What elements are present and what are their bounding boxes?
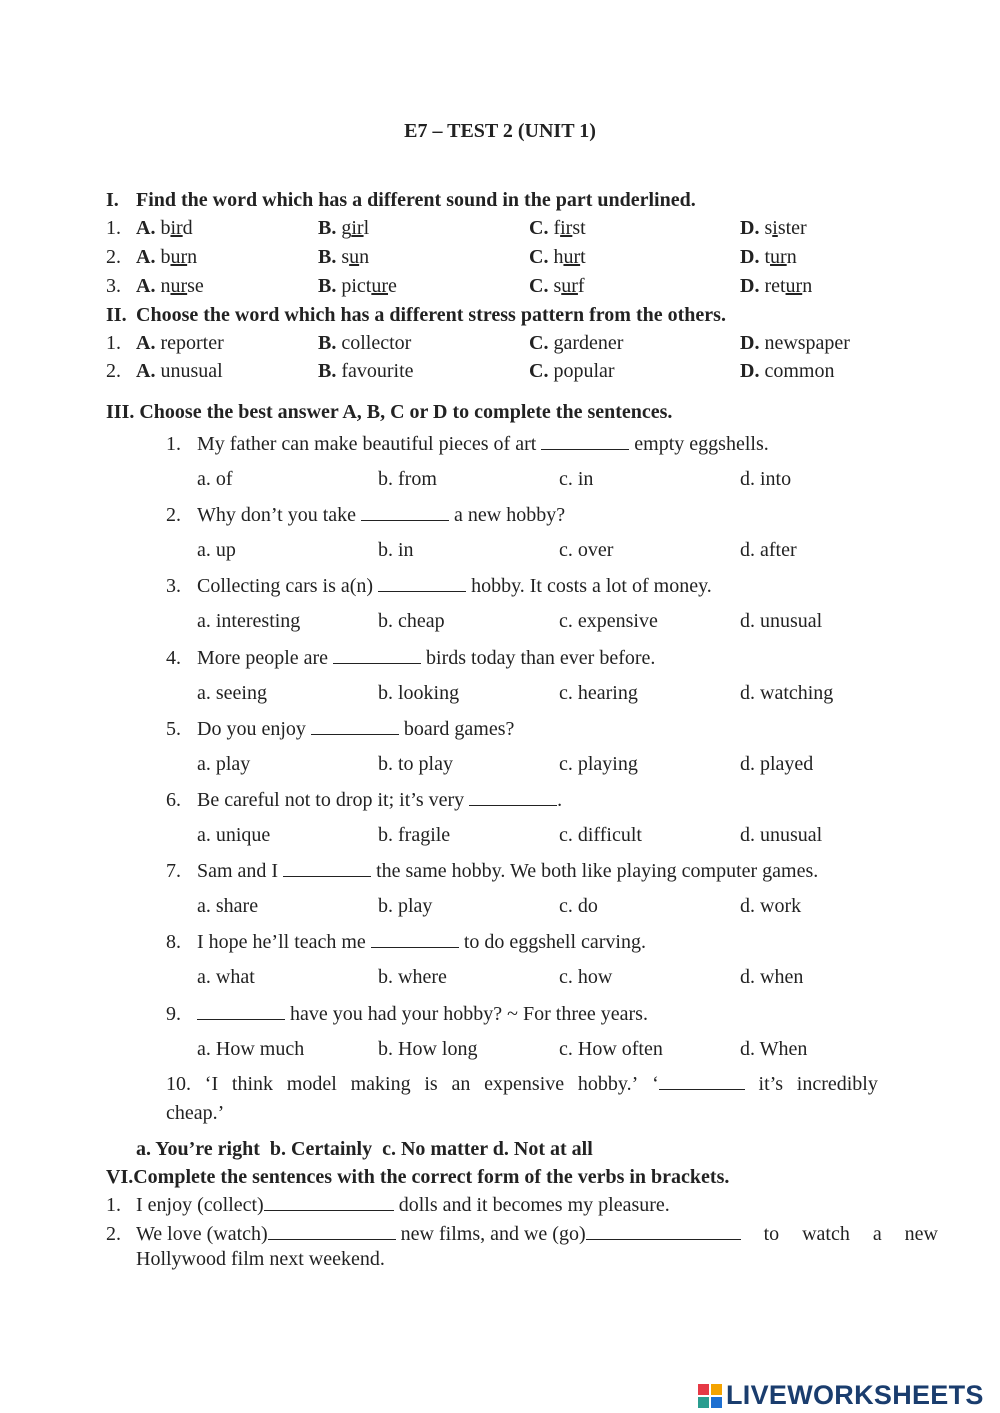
section-4-q2-line-2: Hollywood film next weekend. [136, 1248, 385, 1270]
answer-choice[interactable]: b. to play [378, 752, 453, 775]
answer-option[interactable] [529, 217, 586, 240]
question-number: 3. [166, 575, 181, 598]
question-10-word: an [451, 1073, 471, 1095]
option-text: t [580, 246, 586, 268]
option-letter: D. [740, 246, 760, 268]
answer-blank[interactable] [541, 433, 629, 450]
answer-option[interactable] [136, 275, 204, 298]
question-number: 2. [166, 504, 181, 527]
option-letter: D. [740, 217, 760, 239]
answer-choice[interactable]: c. over [559, 539, 614, 562]
answer-blank[interactable] [659, 1073, 745, 1090]
question-number: 2. [106, 360, 121, 382]
option-letter: A. [136, 275, 156, 297]
question-text [197, 1003, 648, 1026]
underlined-part: ur [170, 275, 188, 297]
answer-option[interactable] [740, 217, 807, 240]
question-number: 1. [166, 433, 181, 455]
answer-choice[interactable]: c. in [559, 468, 594, 490]
option-letter: D. [740, 332, 760, 354]
question-10-blank-part: ‘ [652, 1073, 745, 1096]
question-before: Collecting cars is a(n) [197, 575, 379, 598]
answer-choice[interactable]: b. where [378, 966, 447, 989]
option-letter: B. [318, 217, 337, 239]
option-letter: D. [740, 275, 760, 297]
section-1-number: I. [106, 189, 119, 211]
question-after: the same hobby. We both like playing computer games. [371, 860, 819, 883]
option-letter: C. [529, 360, 549, 382]
option-text: b [155, 217, 171, 239]
answer-choice[interactable]: d. unusual [740, 610, 823, 633]
answer-choice[interactable]: a. what [197, 966, 255, 989]
option-text: ster [777, 217, 807, 239]
option-text: newspaper [759, 332, 850, 354]
question-after: to do eggshell carving. [458, 931, 646, 954]
question-text [197, 931, 646, 954]
answer-blank[interactable] [264, 1194, 394, 1211]
option-text: d [182, 217, 193, 239]
answer-choice[interactable]: d. work [740, 895, 802, 918]
question-text [197, 789, 562, 812]
answer-blank[interactable] [378, 575, 466, 592]
option-letter: A. [136, 246, 156, 268]
answer-blank[interactable] [586, 1223, 741, 1240]
question-number: 3. [106, 275, 121, 297]
logo-text: LIVEWORKSHEETS [726, 1380, 984, 1410]
question-text [197, 433, 769, 456]
section-4-q2-number: 2. [106, 1223, 121, 1245]
answer-choice[interactable]: b. How long [378, 1037, 478, 1060]
underlined-part: i [772, 217, 778, 239]
option-text: popular [548, 360, 615, 382]
q2-word: a [872, 1223, 882, 1245]
option-text: s [759, 217, 773, 239]
option-text: n [155, 275, 171, 297]
answer-option[interactable] [740, 275, 812, 298]
question-10-options: a. You’re right b. Certainly c. No matter d. Not at all [136, 1138, 593, 1160]
question-number: 8. [166, 931, 181, 954]
option-text: reporter [155, 332, 224, 354]
option-text: collector [336, 332, 412, 354]
answer-choice[interactable]: b. cheap [378, 610, 445, 633]
option-text: f [548, 217, 561, 239]
section-3-heading: III. Choose the best answer A, B, C or D to complete the sentences. [106, 401, 673, 423]
answer-choice[interactable]: c. hearing [559, 681, 638, 704]
section-4-heading: VI.Complete the sentences with the correct form of the verbs in brackets. [106, 1166, 730, 1188]
question-before: Sam and I [197, 860, 284, 883]
answer-choice[interactable]: c. expensive [559, 610, 658, 633]
q1-after: dolls and it becomes my pleasure. [393, 1194, 670, 1216]
answer-choice[interactable]: c. how [559, 966, 613, 989]
option-text: l [363, 217, 370, 239]
option-letter: A. [136, 332, 156, 354]
question-10-word: model [286, 1073, 337, 1095]
answer-choice[interactable]: b. in [378, 539, 414, 562]
option-text: g [336, 217, 352, 239]
option-letter: B. [318, 246, 337, 268]
option-text: gardener [548, 332, 624, 354]
option-text: e [388, 275, 397, 297]
answer-choice[interactable]: b. fragile [378, 824, 451, 846]
question-10-word: ‘I [204, 1073, 219, 1095]
question-number: 5. [166, 717, 181, 740]
q2-word: watch [802, 1223, 850, 1245]
answer-option[interactable] [318, 360, 414, 383]
answer-choice[interactable]: a. play [197, 752, 251, 775]
question-after: board games? [398, 717, 515, 740]
answer-choice[interactable]: d. When [740, 1037, 808, 1060]
question-text [197, 647, 655, 670]
answer-blank[interactable] [371, 931, 459, 948]
question-number: 2. [106, 246, 121, 268]
underlined-part: ur [770, 246, 787, 268]
option-letter: B. [318, 360, 337, 382]
answer-option[interactable] [318, 332, 411, 355]
question-10-word: incredibly [796, 1073, 878, 1095]
liveworksheets-logo [696, 1380, 996, 1410]
answer-blank[interactable] [268, 1223, 396, 1240]
question-10-word: is [424, 1073, 438, 1095]
question-text [197, 860, 818, 883]
answer-blank[interactable] [197, 1003, 285, 1020]
answer-option[interactable] [529, 275, 585, 298]
logo-square-icon [711, 1397, 722, 1408]
answer-option[interactable] [740, 360, 834, 383]
question-before: My father can make beautiful pieces of art [197, 433, 542, 455]
logo-square-icon [698, 1384, 709, 1395]
answer-choice[interactable]: c. How often [559, 1037, 663, 1060]
logo-square-icon [698, 1397, 709, 1408]
q1-before: I enjoy (collect) [136, 1194, 264, 1216]
answer-option[interactable] [318, 246, 369, 269]
underlined-part: ur [561, 275, 578, 297]
question-before: Do you enjoy [197, 717, 311, 740]
answer-option[interactable] [529, 360, 615, 383]
answer-choice[interactable]: a. seeing [197, 681, 267, 704]
answer-choice[interactable]: d. when [740, 966, 804, 989]
answer-option[interactable] [740, 332, 850, 355]
answer-choice[interactable]: a. unique [197, 824, 271, 846]
answer-choice[interactable]: b. from [378, 468, 437, 490]
question-text [197, 504, 565, 527]
option-letter: C. [529, 332, 549, 354]
answer-choice[interactable]: a. of [197, 468, 233, 490]
question-before: Be careful not to drop it; it’s very [197, 789, 470, 811]
question-after: hobby. It costs a lot of money. [466, 575, 712, 598]
answer-choice[interactable]: d. after [740, 539, 797, 562]
option-text: common [759, 360, 835, 382]
answer-choice[interactable]: c. playing [559, 752, 638, 775]
answer-option[interactable] [740, 246, 797, 269]
underlined-part: ur [785, 275, 803, 297]
answer-blank[interactable] [311, 718, 399, 735]
underlined-part: u [349, 246, 360, 268]
option-text: se [187, 275, 204, 297]
answer-choice[interactable]: d. played [740, 752, 814, 775]
option-letter: C. [529, 275, 549, 297]
question-after: birds today than ever before. [421, 646, 656, 669]
question-number: 4. [166, 646, 181, 669]
answer-choice[interactable]: a. How much [197, 1037, 305, 1060]
underlined-part: ur [371, 275, 389, 297]
option-text: b [155, 246, 171, 268]
question-10-word: 10. [166, 1073, 191, 1095]
option-letter: B. [318, 275, 337, 297]
question-10-word: expensive [484, 1073, 565, 1095]
answer-option[interactable] [529, 332, 623, 355]
answer-blank[interactable] [333, 647, 421, 664]
option-letter: A. [136, 360, 156, 382]
answer-option[interactable] [136, 332, 224, 355]
question-number: 7. [166, 860, 181, 883]
section-4-q2 [136, 1223, 938, 1246]
question-text [197, 575, 712, 598]
question-before: I hope he’ll teach me [197, 931, 371, 954]
option-text: s [336, 246, 350, 268]
answer-choice[interactable]: b. play [378, 895, 433, 918]
answer-option[interactable] [318, 275, 397, 298]
answer-option[interactable] [529, 246, 586, 269]
option-letter: A. [136, 217, 156, 239]
q2-word: new [904, 1223, 938, 1245]
option-text: h [548, 246, 564, 268]
section-1-heading: Find the word which has a different sound in the part underlined. [136, 189, 696, 211]
question-10-line-2: cheap.’ [166, 1102, 225, 1124]
question-10 [166, 1073, 878, 1096]
question-number: 9. [166, 1002, 181, 1025]
question-after: empty eggshells. [629, 433, 769, 455]
question-10-word: hobby.’ [577, 1073, 639, 1095]
question-10-word: think [231, 1073, 274, 1095]
answer-option[interactable] [136, 217, 193, 240]
option-text: favourite [336, 360, 414, 382]
section-4-q1 [136, 1194, 670, 1217]
answer-choice[interactable]: d. into [740, 468, 792, 490]
question-number: 1. [106, 332, 121, 354]
answer-choice[interactable]: c. difficult [559, 824, 642, 846]
underlined-part: ir [351, 217, 364, 239]
q2-part-1: We love (watch) new films, and we (go) [136, 1223, 741, 1246]
answer-option[interactable] [136, 246, 197, 269]
option-text: pict [336, 275, 372, 297]
option-letter: B. [318, 332, 337, 354]
option-text: st [572, 217, 586, 239]
answer-choice[interactable]: d. unusual [740, 824, 823, 846]
question-10-word: making [350, 1073, 411, 1095]
answer-blank[interactable] [361, 504, 449, 521]
option-letter: C. [529, 246, 549, 268]
question-10-word: it’s [758, 1073, 783, 1095]
question-before: More people are [197, 646, 334, 669]
option-text: n [187, 246, 198, 268]
section-2-number: II. [106, 304, 127, 326]
underlined-part: ir [560, 217, 573, 239]
option-text: n [802, 275, 813, 297]
page-title: E7 – TEST 2 (UNIT 1) [404, 120, 596, 142]
q2-word: to [763, 1223, 780, 1245]
question-number: 1. [106, 217, 121, 239]
answer-blank[interactable] [469, 789, 557, 806]
question-after: have you had your hobby? ~ For three years. [285, 1002, 648, 1025]
answer-choice[interactable]: d. watching [740, 681, 834, 704]
underlined-part: ir [170, 217, 183, 239]
answer-choice[interactable]: c. do [559, 895, 598, 918]
option-text: ret [759, 275, 786, 297]
option-text: f [577, 275, 585, 297]
underlined-part: ur [170, 246, 188, 268]
answer-option[interactable] [318, 217, 369, 240]
question-after: a new hobby? [449, 504, 566, 527]
question-before: Why don’t you take [197, 504, 362, 527]
underlined-part: ur [563, 246, 581, 268]
option-text: n [359, 246, 370, 268]
option-text: unusual [155, 360, 223, 382]
question-number: 6. [166, 789, 181, 811]
option-text: t [759, 246, 771, 268]
answer-option[interactable] [136, 360, 223, 383]
section-4-q1-number: 1. [106, 1194, 121, 1216]
answer-choice[interactable]: a. interesting [197, 610, 301, 633]
logo-square-icon [711, 1384, 722, 1395]
answer-choice[interactable]: b. looking [378, 681, 460, 704]
answer-blank[interactable] [283, 860, 371, 877]
question-text [197, 718, 514, 741]
answer-choice[interactable]: a. share [197, 895, 259, 918]
question-after: . [557, 789, 563, 811]
option-text: n [786, 246, 797, 268]
section-2-heading: Choose the word which has a different stress pattern from the others. [136, 304, 726, 326]
answer-choice[interactable]: a. up [197, 539, 236, 562]
option-letter: C. [529, 217, 549, 239]
option-letter: D. [740, 360, 760, 382]
option-text: s [548, 275, 562, 297]
